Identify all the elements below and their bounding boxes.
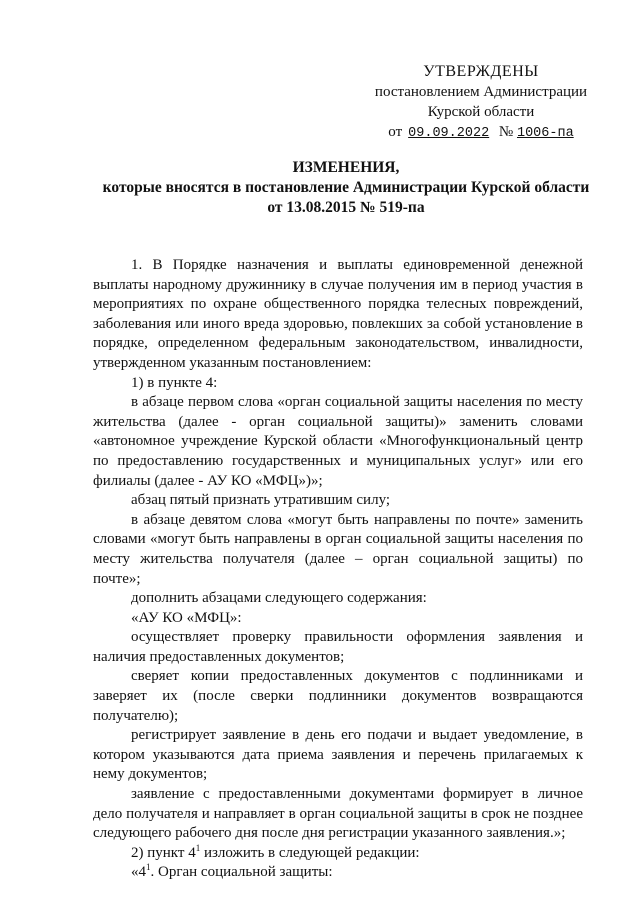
- approval-block: [366, 62, 596, 144]
- paragraph-13-rest: . Орган социальной защиты:: [150, 864, 333, 881]
- paragraph-13-text: «4: [131, 864, 146, 881]
- approval-issuer: постановлением Администрации: [374, 84, 588, 100]
- approval-region: Курской области: [427, 104, 535, 120]
- paragraph-5: в абзаце девятом слова «могут быть направлены по почте» заменить словами «могут быть направлены в орган социальной защиты населения по месту жительства получателя (далее – орган социальной защиты) по почте»;: [93, 511, 583, 587]
- paragraph-6: дополнить абзацами следующего содержания:: [131, 590, 427, 607]
- approval-stamp: УТВЕРЖДЕНЫ: [423, 63, 539, 80]
- date-prefix: от: [388, 124, 403, 140]
- paragraph-12-text: 2) пункт 4: [131, 844, 196, 861]
- paragraph-12: [93, 844, 583, 864]
- paragraph-3: в абзаце первом слова «орган социальной защиты населения по месту жительства (далее - орган социальной защиты)» заменить словами «автономное учреждение Курской области «Многофункциональный центр по предоставлению государственных и муниципальных услуг» или его филиалы (далее - АУ КО «МФЦ»)»;: [93, 394, 583, 489]
- number-prefix: №: [498, 124, 514, 140]
- paragraph-11: заявление с предоставленными документами формирует в личное дело получателя и направляет в орган социальной защиты в срок не позднее следующего рабочего дня после дня регистрации указанного заявления.»;: [93, 786, 583, 842]
- approval-number: 1006-па: [516, 126, 574, 141]
- paragraph-13-superscript: 1: [146, 862, 151, 873]
- paragraph-8: осуществляет проверку правильности оформления заявления и наличия предоставленных документов;: [93, 629, 583, 665]
- paragraph-12-rest: изложить в следующей редакции:: [200, 844, 420, 861]
- paragraph-10: регистрирует заявление в день его подачи и выдает уведомление, в котором указываются дата приема заявления и перечень прилагаемых к нему документов;: [93, 727, 583, 783]
- paragraph-4: абзац пятый признать утратившим силу;: [131, 492, 391, 509]
- paragraph-9: сверяет копии предоставленных документов с подлинниками и заверяет их (после сверки подлинники документов возвращаются получателю);: [93, 668, 583, 724]
- document-title: [60, 158, 632, 218]
- paragraph-7: «АУ КО «МФЦ»:: [131, 609, 242, 626]
- paragraph-2: 1) в пункте 4:: [131, 374, 218, 391]
- paragraph-13: [93, 863, 583, 883]
- title-heading: ИЗМЕНЕНИЯ,: [292, 159, 400, 176]
- paragraph-1: 1. В Порядке назначения и выплаты единовременной денежной выплаты народному дружиннику в случае получения им в период участия в мероприятиях по охране общественного порядка телесных повреждений, заболевания или иного вреда здоровью, повлекших за собой установление в порядке, определенном федеральным законодательством, инвалидности, утвержденном указанным постановлением:: [93, 257, 583, 371]
- title-subtitle-line2: от 13.08.2015 № 519-па: [267, 199, 425, 216]
- approval-date-line: [366, 122, 596, 144]
- approval-date: 09.09.2022: [408, 126, 490, 141]
- paragraph-12-superscript: 1: [195, 842, 201, 853]
- document-body: [93, 256, 583, 883]
- title-subtitle-line1: которые вносятся в постановление Администрации Курской области: [102, 179, 590, 196]
